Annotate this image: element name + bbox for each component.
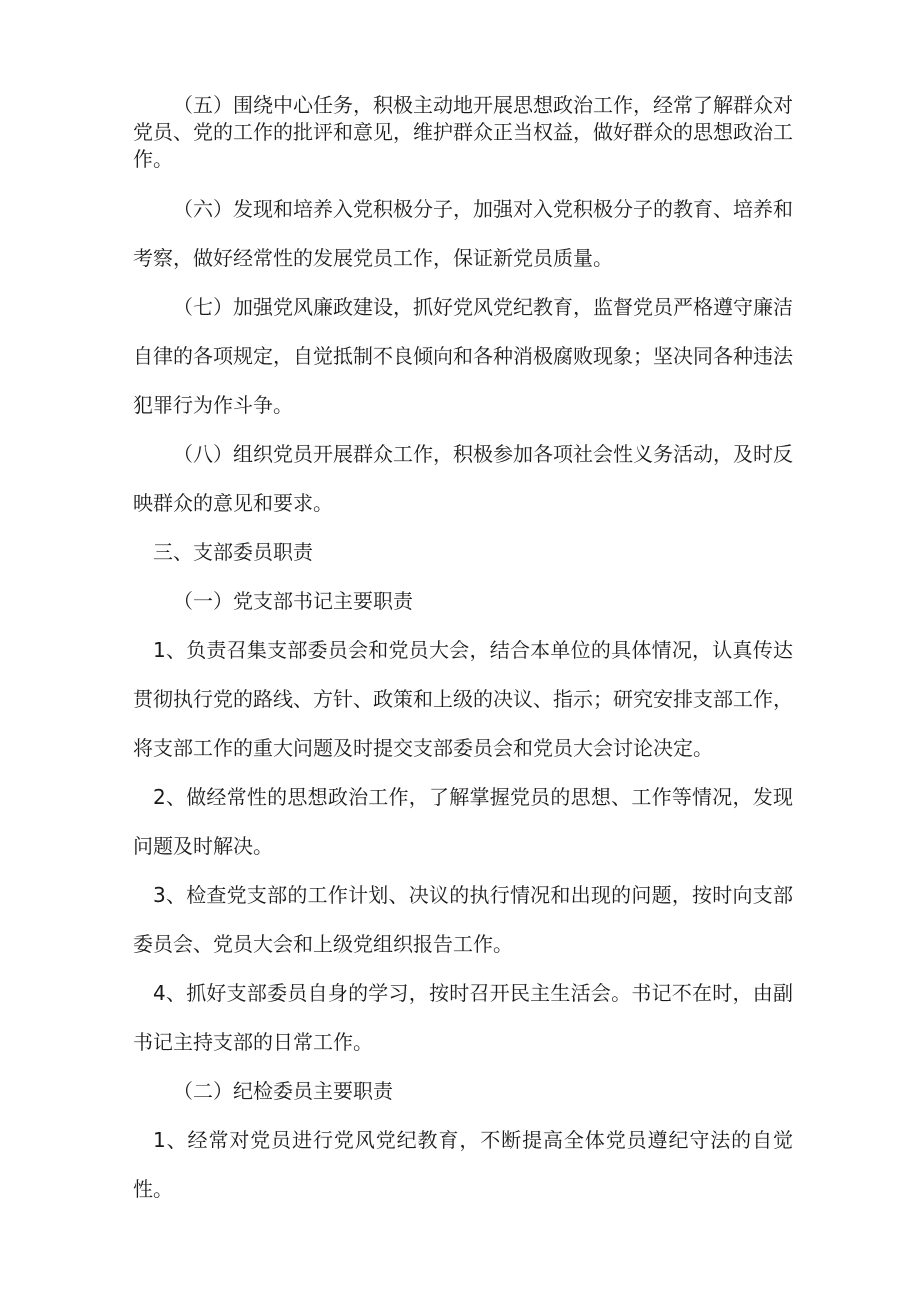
paragraph-item-5: （五）围绕中心任务，积极主动地开展思想政治工作，经常了解群众对党员、党的工作的批评和意见，维护群众正当权益，做好群众的思想政治工作。 bbox=[133, 93, 793, 171]
secretary-duty-3: 3、检查党支部的工作计划、决议的执行情况和出现的问题，按时向支部委员会、党员大会和上级党组织报告工作。 bbox=[133, 883, 793, 956]
secretary-duty-4: 4、抓好支部委员自身的学习，按时召开民主生活会。书记不在时，由副书记主持支部的日常工作。 bbox=[133, 981, 793, 1054]
paragraph-item-6: （六）发现和培养入党积极分子，加强对入党积极分子的教育、培养和考察，做好经常性的发展党员工作，保证新党员质量。 bbox=[133, 197, 793, 270]
document-page bbox=[133, 92, 793, 1214]
paragraph-item-8: （八）组织党员开展群众工作，积极参加各项社会性义务活动，及时反映群众的意见和要求。 bbox=[133, 442, 793, 515]
paragraph-item-7: （七）加强党风廉政建设，抓好党风党纪教育，监督党员严格遵守廉洁自律的各项规定，自觉抵制不良倾向和各种消极腐败现象；坚决同各种违法犯罪行为作斗争。 bbox=[133, 295, 793, 417]
subsection-heading-discipline: （二）纪检委员主要职责 bbox=[173, 1079, 393, 1103]
secretary-duty-2: 2、做经常性的思想政治工作，了解掌握党员的思想、工作等情况，发现问题及时解决。 bbox=[133, 785, 793, 858]
discipline-duty-1: 1、经常对党员进行党风党纪教育，不断提高全体党员遵纪守法的自觉性。 bbox=[133, 1128, 793, 1201]
subsection-heading-secretary: （一）党支部书记主要职责 bbox=[173, 589, 413, 613]
section-heading: 三、支部委员职责 bbox=[153, 540, 313, 564]
secretary-duty-1: 1、负责召集支部委员会和党员大会，结合本单位的具体情况，认真传达贯彻执行党的路线、方针、政策和上级的决议、指示；研究安排支部工作，将支部工作的重大问题及时提交支部委员会和党员大会讨论决定。 bbox=[133, 638, 793, 760]
